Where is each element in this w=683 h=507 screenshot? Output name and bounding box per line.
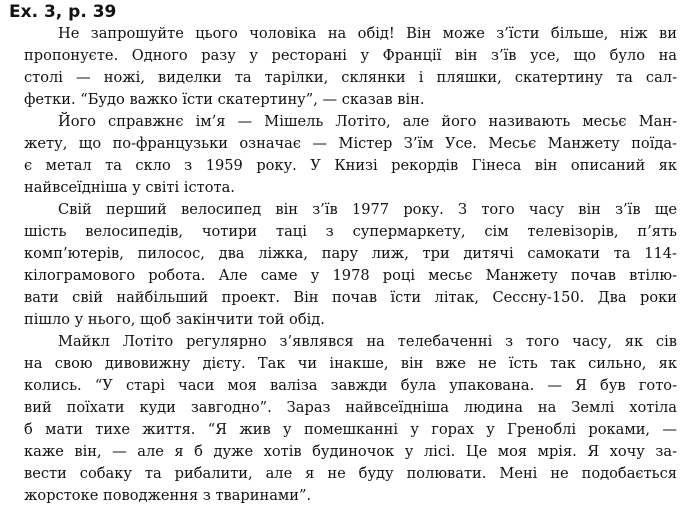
text-line: найвсеїдніша у світі істота. [24, 179, 235, 196]
text-line: пішло у нього, щоб закінчити той обід. [24, 311, 325, 328]
text-line: вести собаку та рибалити, але я не буду полювати. Мені не подобається [24, 465, 677, 482]
text-line: комп’ютерів, пилосос, два ліжка, пару лиж, три дитячі самокати та 114- [24, 245, 677, 262]
text-line: б мати тихе життя. “Я жив у помешканні у горах у Греноблі роками, — [24, 421, 677, 438]
text-line: вий поїхати куди завгодно”. Зараз найвсеїдніша людина на Землі хотіла [24, 399, 677, 416]
text-line: колись. “У старі часи моя валіза завжди була упакована. — Я був гото- [24, 377, 677, 394]
text-line: пропонуєте. Одного разу у ресторані у Франції він з’їв усе, що було на [24, 47, 677, 64]
text-line: жорстоке поводження з тваринами”. [24, 487, 312, 504]
exercise-text [24, 23, 677, 507]
text-line: Свій перший велосипед він з’їв 1977 року. З того часу він з’їв ще [58, 201, 677, 218]
text-line: є метал та скло з 1959 року. У Книзі рекордів Гінеса він описаний як [24, 157, 677, 174]
text-line: Його справжнє ім’я — Мішель Лотіто, але його називають месьє Ман- [58, 113, 677, 130]
text-line: столі — ножі, виделки та тарілки, склянки і пляшки, скатертину та сал- [24, 69, 677, 86]
text-line: жету, що по-французьки означає — Містер З’їм Усе. Месьє Манжету поїда- [24, 135, 677, 152]
text-line: Майкл Лотіто регулярно з’являвся на телебаченні з того часу, як сів [58, 333, 677, 350]
text-line: вати свій найбільший проект. Він почав їсти літак, Сессну-150. Два роки [24, 289, 677, 306]
text-line: Не запрошуйте цього чоловіка на обід! Він може з’їсти більше, ніж ви [58, 25, 677, 42]
text-line: шість велосипедів, чотири таці з супермаркету, сім телевізорів, п’ять [24, 223, 677, 240]
text-line: каже він, — але я б дуже хотів будиночок у лісі. Це моя мрія. Я хочу за- [24, 443, 677, 460]
text-line: кілограмового робота. Але саме у 1978 році месьє Манжету почав втілю- [24, 267, 677, 284]
text-line: фетки. “Будо важко їсти скатертину”, — сказав він. [24, 91, 425, 108]
exercise-heading: Ex. 3, p. 39 [9, 2, 117, 22]
text-line: на свою дивовижну дієту. Так чи інакше, він вже не їсть так сильно, як [24, 355, 677, 372]
